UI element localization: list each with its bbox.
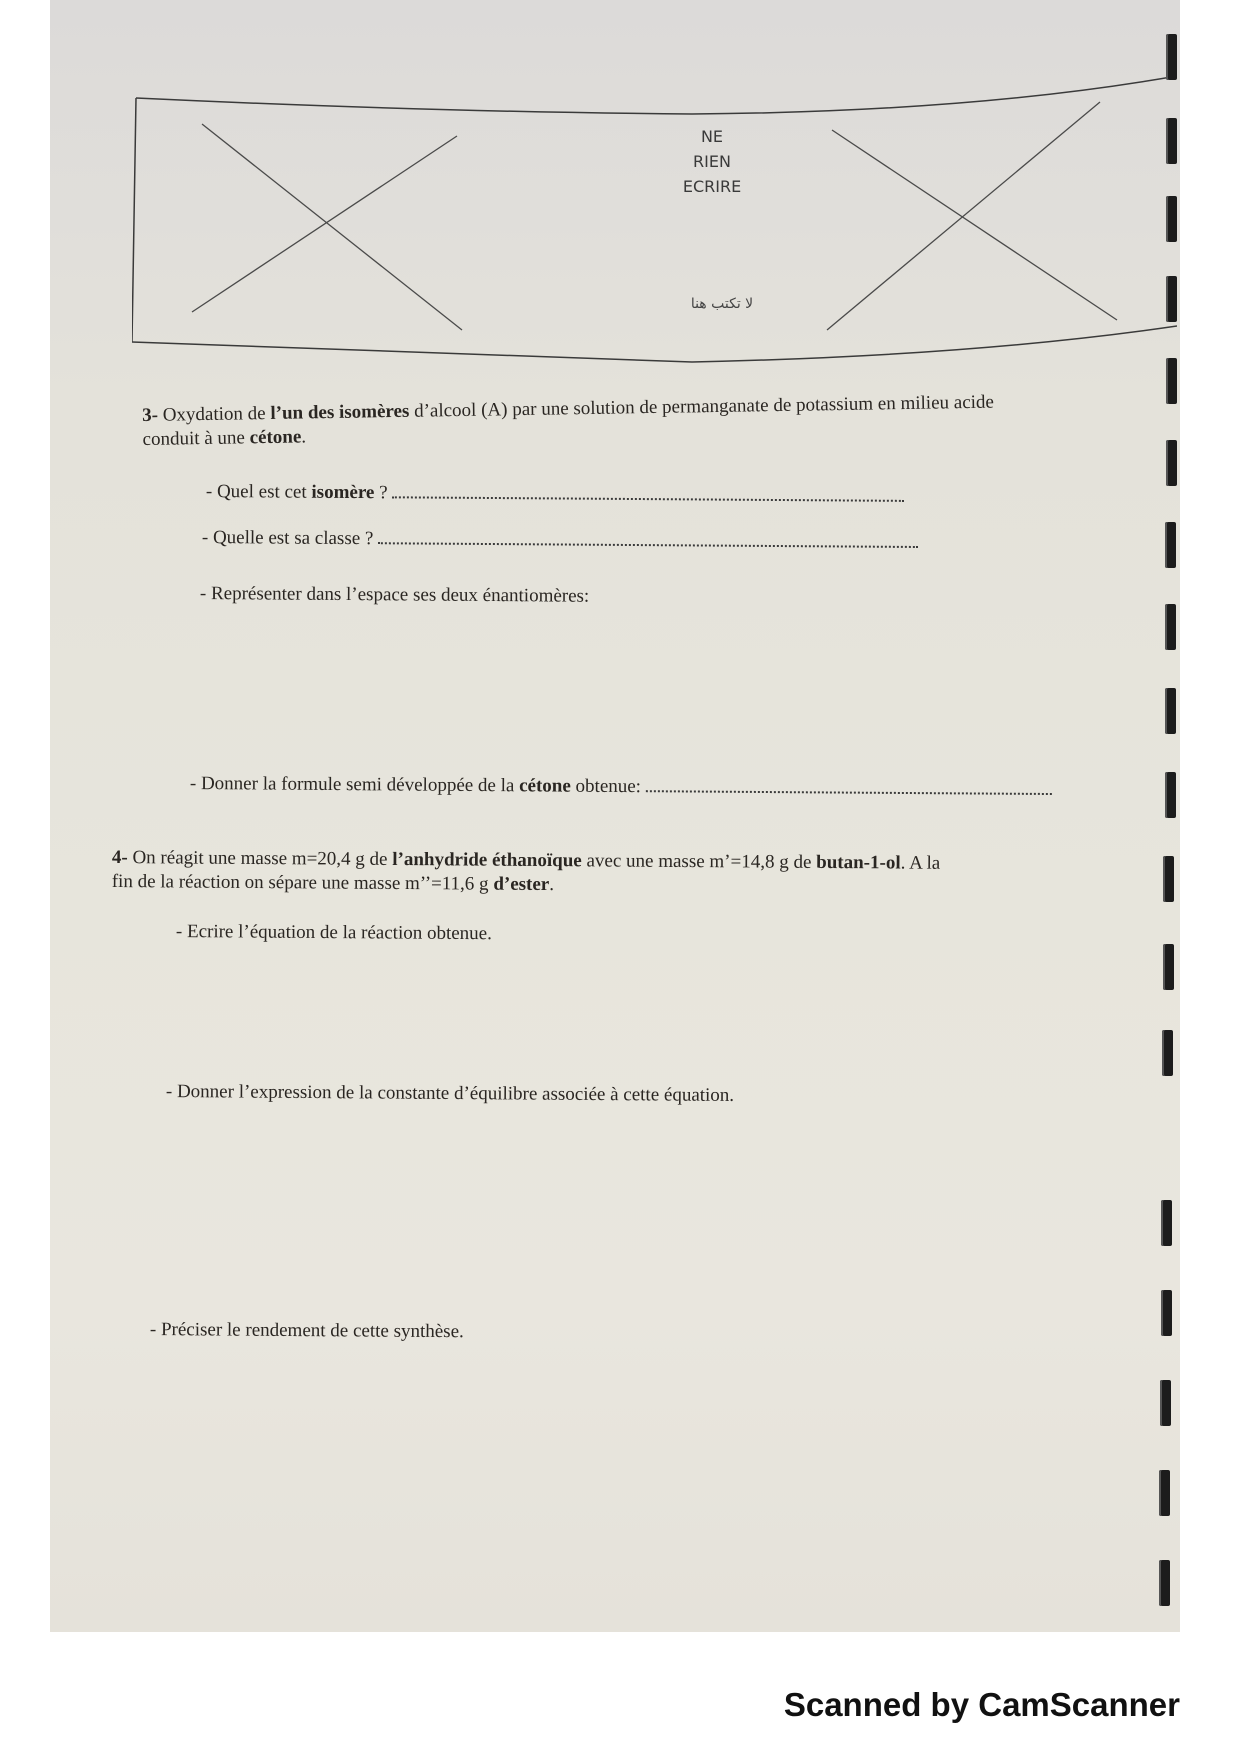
answer-space-yield[interactable] — [150, 1348, 1050, 1588]
q3-item-text: - Donner la formule semi développée de la — [189, 773, 520, 797]
q3-intro-text: d’alcool (A) par une solution de permanganate de potassium en milieu acide — [409, 391, 995, 422]
answer-line-formula[interactable] — [646, 776, 1052, 795]
binding-ring — [1159, 1560, 1170, 1606]
q4-item-yield: - Préciser le rendement de cette synthèse. — [149, 1319, 464, 1343]
no-write-label — [667, 124, 757, 199]
q3-item-bold: cétone — [519, 775, 571, 797]
binding-ring — [1160, 1380, 1171, 1426]
no-write-line: NE — [700, 127, 724, 146]
binding-ring — [1165, 604, 1176, 650]
no-write-box — [132, 68, 1177, 368]
binding-ring — [1161, 1290, 1172, 1336]
no-write-arabic: لا تكتب هنا — [690, 296, 754, 312]
q3-item-text: obtenue: — [570, 775, 642, 798]
answer-space-constant[interactable] — [166, 1110, 1066, 1310]
q4-item-equation: - Ecrire l’équation de la réaction obtenue. — [175, 921, 492, 945]
q3-item-text: - Quelle est sa classe ? — [201, 527, 374, 550]
q3-item-text: - Quel est cet — [205, 480, 312, 503]
q3-intro-text: conduit à une — [142, 427, 250, 450]
binding-ring — [1166, 276, 1177, 322]
q3-item-formula — [190, 772, 1052, 802]
spiral-binding — [1150, 0, 1180, 1632]
q4-intro-text: On réagit une masse m=20,4 g de — [127, 847, 393, 870]
q4-intro — [112, 846, 1142, 901]
binding-ring — [1166, 118, 1177, 164]
q3-item-bold: isomère — [311, 481, 375, 504]
q3-intro-text: . — [301, 426, 307, 448]
q4-intro-text: fin de la réaction on sépare une masse m’’=11,6 g — [111, 870, 494, 895]
q4-intro-text: . A la — [900, 852, 941, 874]
q3-item-text: ? — [374, 482, 388, 504]
q3-intro-bold: cétone — [249, 426, 302, 449]
q3-item-isomer — [206, 480, 905, 509]
answer-line-isomer[interactable] — [392, 482, 904, 502]
binding-ring — [1166, 440, 1177, 486]
scanner-watermark: Scanned by CamScanner — [783, 1686, 1180, 1723]
q3-number: 3- — [142, 404, 159, 426]
q4-number: 4- — [111, 847, 128, 869]
binding-ring — [1165, 772, 1176, 818]
q3-intro — [142, 388, 1180, 452]
binding-ring — [1166, 358, 1177, 404]
binding-ring — [1166, 34, 1177, 80]
q4-intro-text: avec une masse m’=14,8 g de — [581, 850, 817, 873]
q3-intro-bold: l’un des isomères — [270, 400, 410, 424]
no-write-line: RIEN — [693, 152, 731, 171]
binding-ring — [1165, 688, 1176, 734]
q4-intro-bold: butan-1-ol — [816, 851, 901, 874]
answer-space-enantiomers[interactable] — [200, 612, 1100, 762]
q4-intro-bold: d’ester — [493, 873, 550, 896]
q3-intro-text: Oxydation de — [157, 402, 271, 426]
binding-ring — [1159, 1470, 1170, 1516]
q4-item-constant: - Donner l’expression de la constante d’équilibre associée à cette équation. — [165, 1081, 735, 1106]
scanned-page — [50, 0, 1180, 1632]
binding-ring — [1163, 856, 1174, 902]
q4-intro-bold: l’anhydride éthanoïque — [392, 848, 582, 872]
no-write-line: ECRIRE — [682, 177, 742, 196]
no-write-box-frame — [132, 68, 1177, 368]
q3-item-enantiomers: - Représenter dans l’espace ses deux énantiomères: — [199, 583, 590, 607]
binding-ring — [1163, 944, 1174, 990]
q4-intro-text: . — [549, 874, 555, 896]
binding-ring — [1166, 196, 1177, 242]
binding-ring — [1165, 522, 1176, 568]
answer-line-class[interactable] — [378, 528, 918, 548]
binding-ring — [1161, 1200, 1172, 1246]
binding-ring — [1162, 1030, 1173, 1076]
answer-space-equation[interactable] — [176, 950, 1076, 1070]
q3-item-class — [202, 526, 918, 555]
